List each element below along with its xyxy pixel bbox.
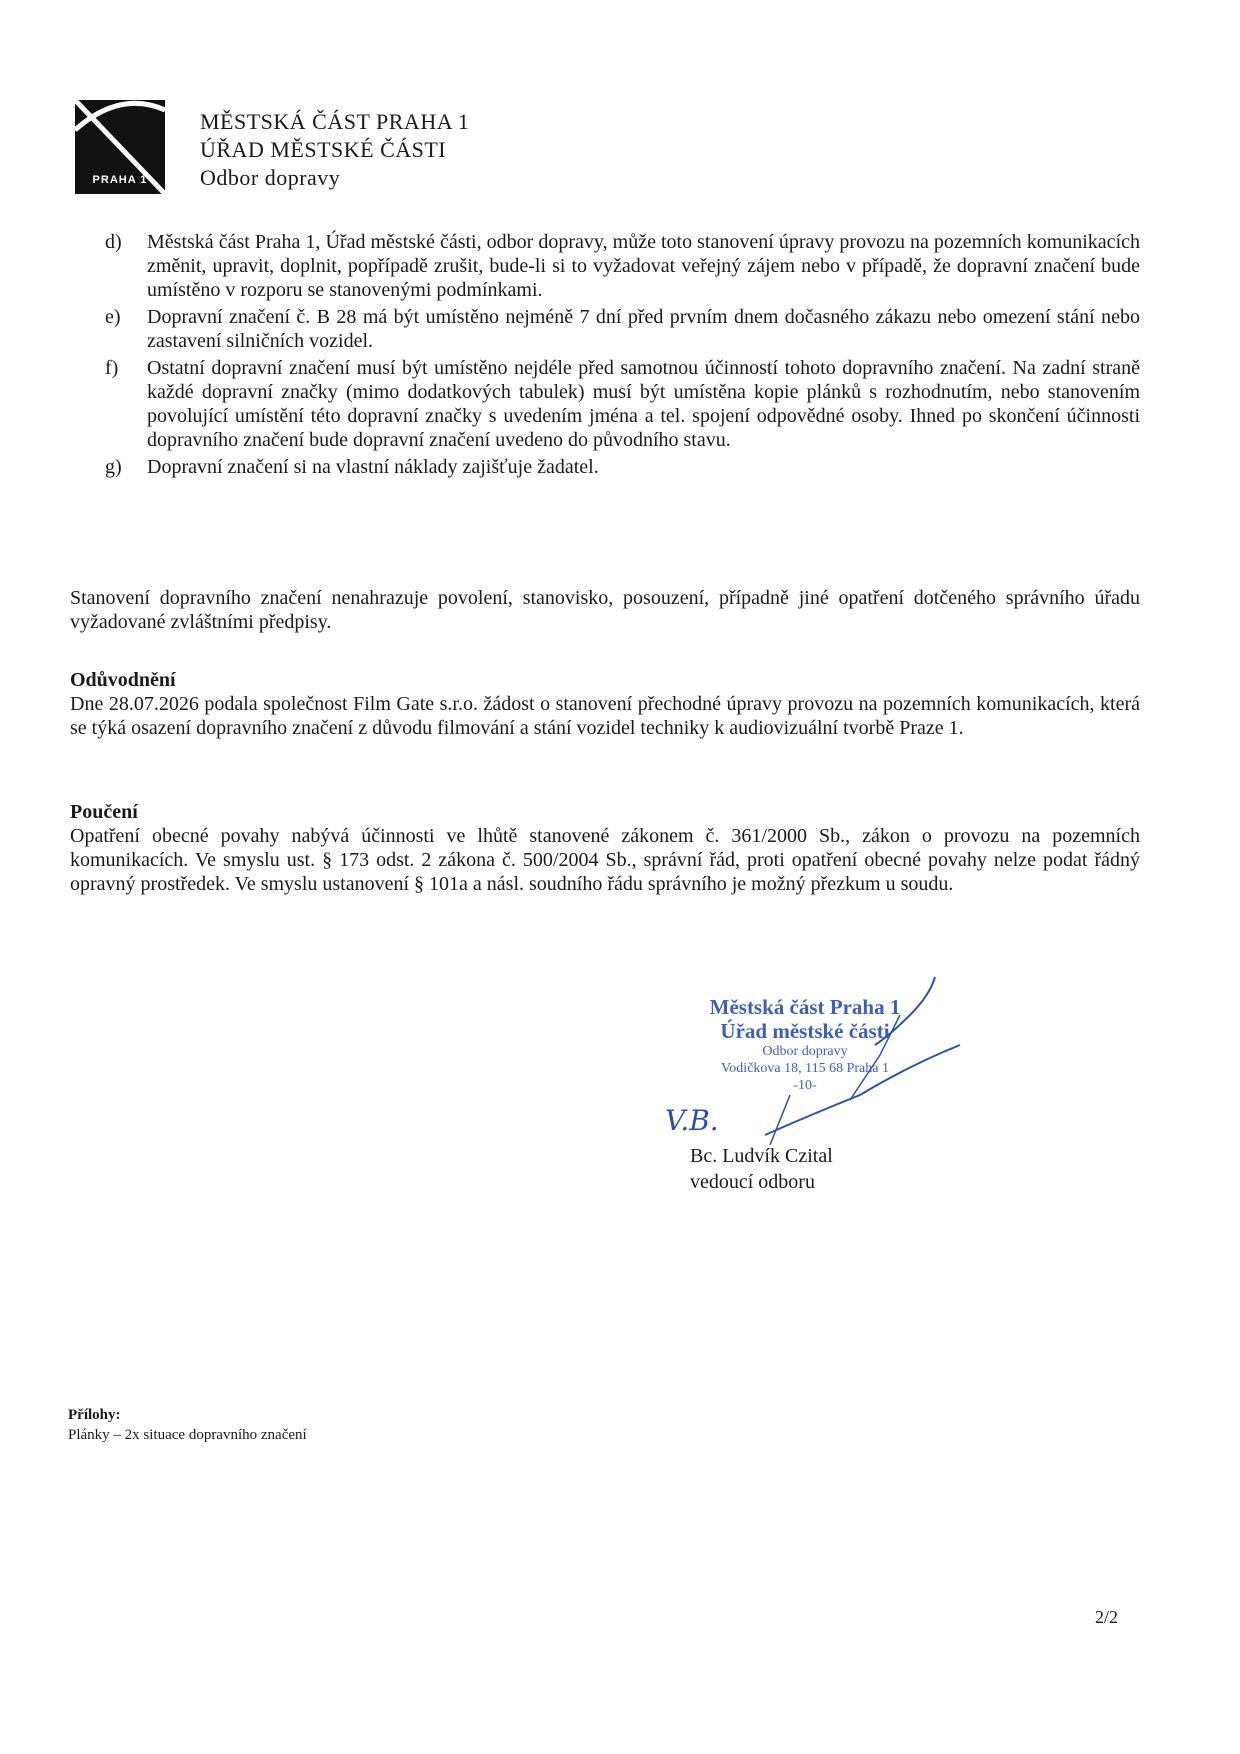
attachments-label: Přílohy: [68, 1407, 121, 1423]
condition-item [105, 305, 1140, 353]
condition-marker: f) [105, 357, 119, 379]
stamp-line-address: Vodičkova 18, 115 68 Praha 1 [721, 1061, 889, 1076]
org-line-office: ÚŘAD MĚSTSKÉ ČÁSTI [200, 137, 447, 162]
signer-role: vedoucí odboru [690, 1171, 815, 1193]
condition-item [105, 230, 1140, 302]
org-line-district: MĚSTSKÁ ČÁST PRAHA 1 [200, 109, 470, 134]
condition-marker: g) [105, 456, 122, 478]
instruction-heading: Poučení [70, 801, 138, 823]
reasoning-heading: Odůvodnění [70, 669, 176, 691]
logo-label: PRAHA 1 [92, 174, 148, 186]
stamp-line-district: Městská část Praha 1 [709, 995, 901, 1019]
condition-marker: e) [105, 306, 121, 328]
conditions-list [105, 230, 1140, 482]
letterhead [75, 100, 675, 200]
note-paragraph: Stanovení dopravního značení nenahrazuje povolení, stanovisko, posouzení, případně jiné opatření dotčeného správního úřadu vyžadované zvláštními předpisy. [70, 587, 1140, 633]
signature-initials: V.B. [665, 1104, 719, 1137]
praha-1-logo [75, 100, 165, 194]
signer-block [690, 1143, 833, 1195]
instruction-section [70, 800, 1140, 896]
attachments-item: Plánky – 2x situace dopravního značení [68, 1427, 307, 1443]
condition-text: Dopravní značení si na vlastní náklady zajišťuje žadatel. [147, 456, 599, 478]
instruction-text: Opatření obecné povahy nabývá účinnosti ve lhůtě stanovené zákonem č. 361/2000 Sb., zákon o provozu na pozemních komunikacích. Ve smyslu ust. § 173 odst. 2 zákona č. 500/2004 Sb., správní řád, proti opatření obecné povahy nelze podat řádný opravný prostředek. Ve smyslu ustanovení § 101a a násl. soudního řádu správního je možný přezkum u soudu. [70, 825, 1140, 895]
condition-text: Dopravní značení č. B 28 má být umístěno nejméně 7 dní před prvním dnem dočasného zákazu nebo omezení stání nebo zastavení silničních vozidel. [147, 306, 1140, 352]
stamp-line-number: -10- [793, 1078, 817, 1093]
stamp-line-department: Odbor dopravy [762, 1044, 848, 1059]
org-line-department: Odbor dopravy [200, 165, 341, 190]
condition-item [105, 356, 1140, 452]
reasoning-text: Dne 28.07.2026 podala společnost Film Gate s.r.o. žádost o stanovení přechodné úpravy provozu na pozemních komunikacích, která se týká osazení dopravního značení z důvodu filmování a stání vozidel techniky k audiovizuální tvorbě Praze 1. [70, 693, 1140, 739]
page-number: 2/2 [1094, 1607, 1118, 1627]
handwritten-signature [660, 975, 970, 1150]
organization-name [200, 108, 469, 192]
condition-text: Městská část Praha 1, Úřad městské části, odbor dopravy, může toto stanovení úpravy provozu na pozemních komunikacích změnit, upravit, doplnit, popřípadě zrušit, bude-li si to vyžadovat veřejný zájem nebo v případě, že dopravní značení bude umístěno v rozporu se stanovenými podmínkami. [147, 231, 1140, 301]
condition-text: Ostatní dopravní značení musí být umístěno nejdéle před samotnou účinností tohoto dopravního značení. Na zadní straně každé dopravní značky (mimo dodatkových tabulek) musí být umístěna kopie plánků s rozhodnutím, nebo stanovením povolující umístění této dopravní značky s uvedením jména a tel. spojení odpovědné osoby. Ihned po skončení účinnosti dopravního značení bude dopravní značení uvedeno do původního stavu. [147, 357, 1140, 451]
attachments [68, 1405, 307, 1445]
reasoning-section [70, 668, 1140, 740]
condition-marker: d) [105, 231, 122, 253]
condition-item [105, 455, 1140, 479]
stamp-line-office: Úřad městské části [720, 1019, 890, 1043]
signer-name: Bc. Ludvík Czital [690, 1145, 833, 1167]
